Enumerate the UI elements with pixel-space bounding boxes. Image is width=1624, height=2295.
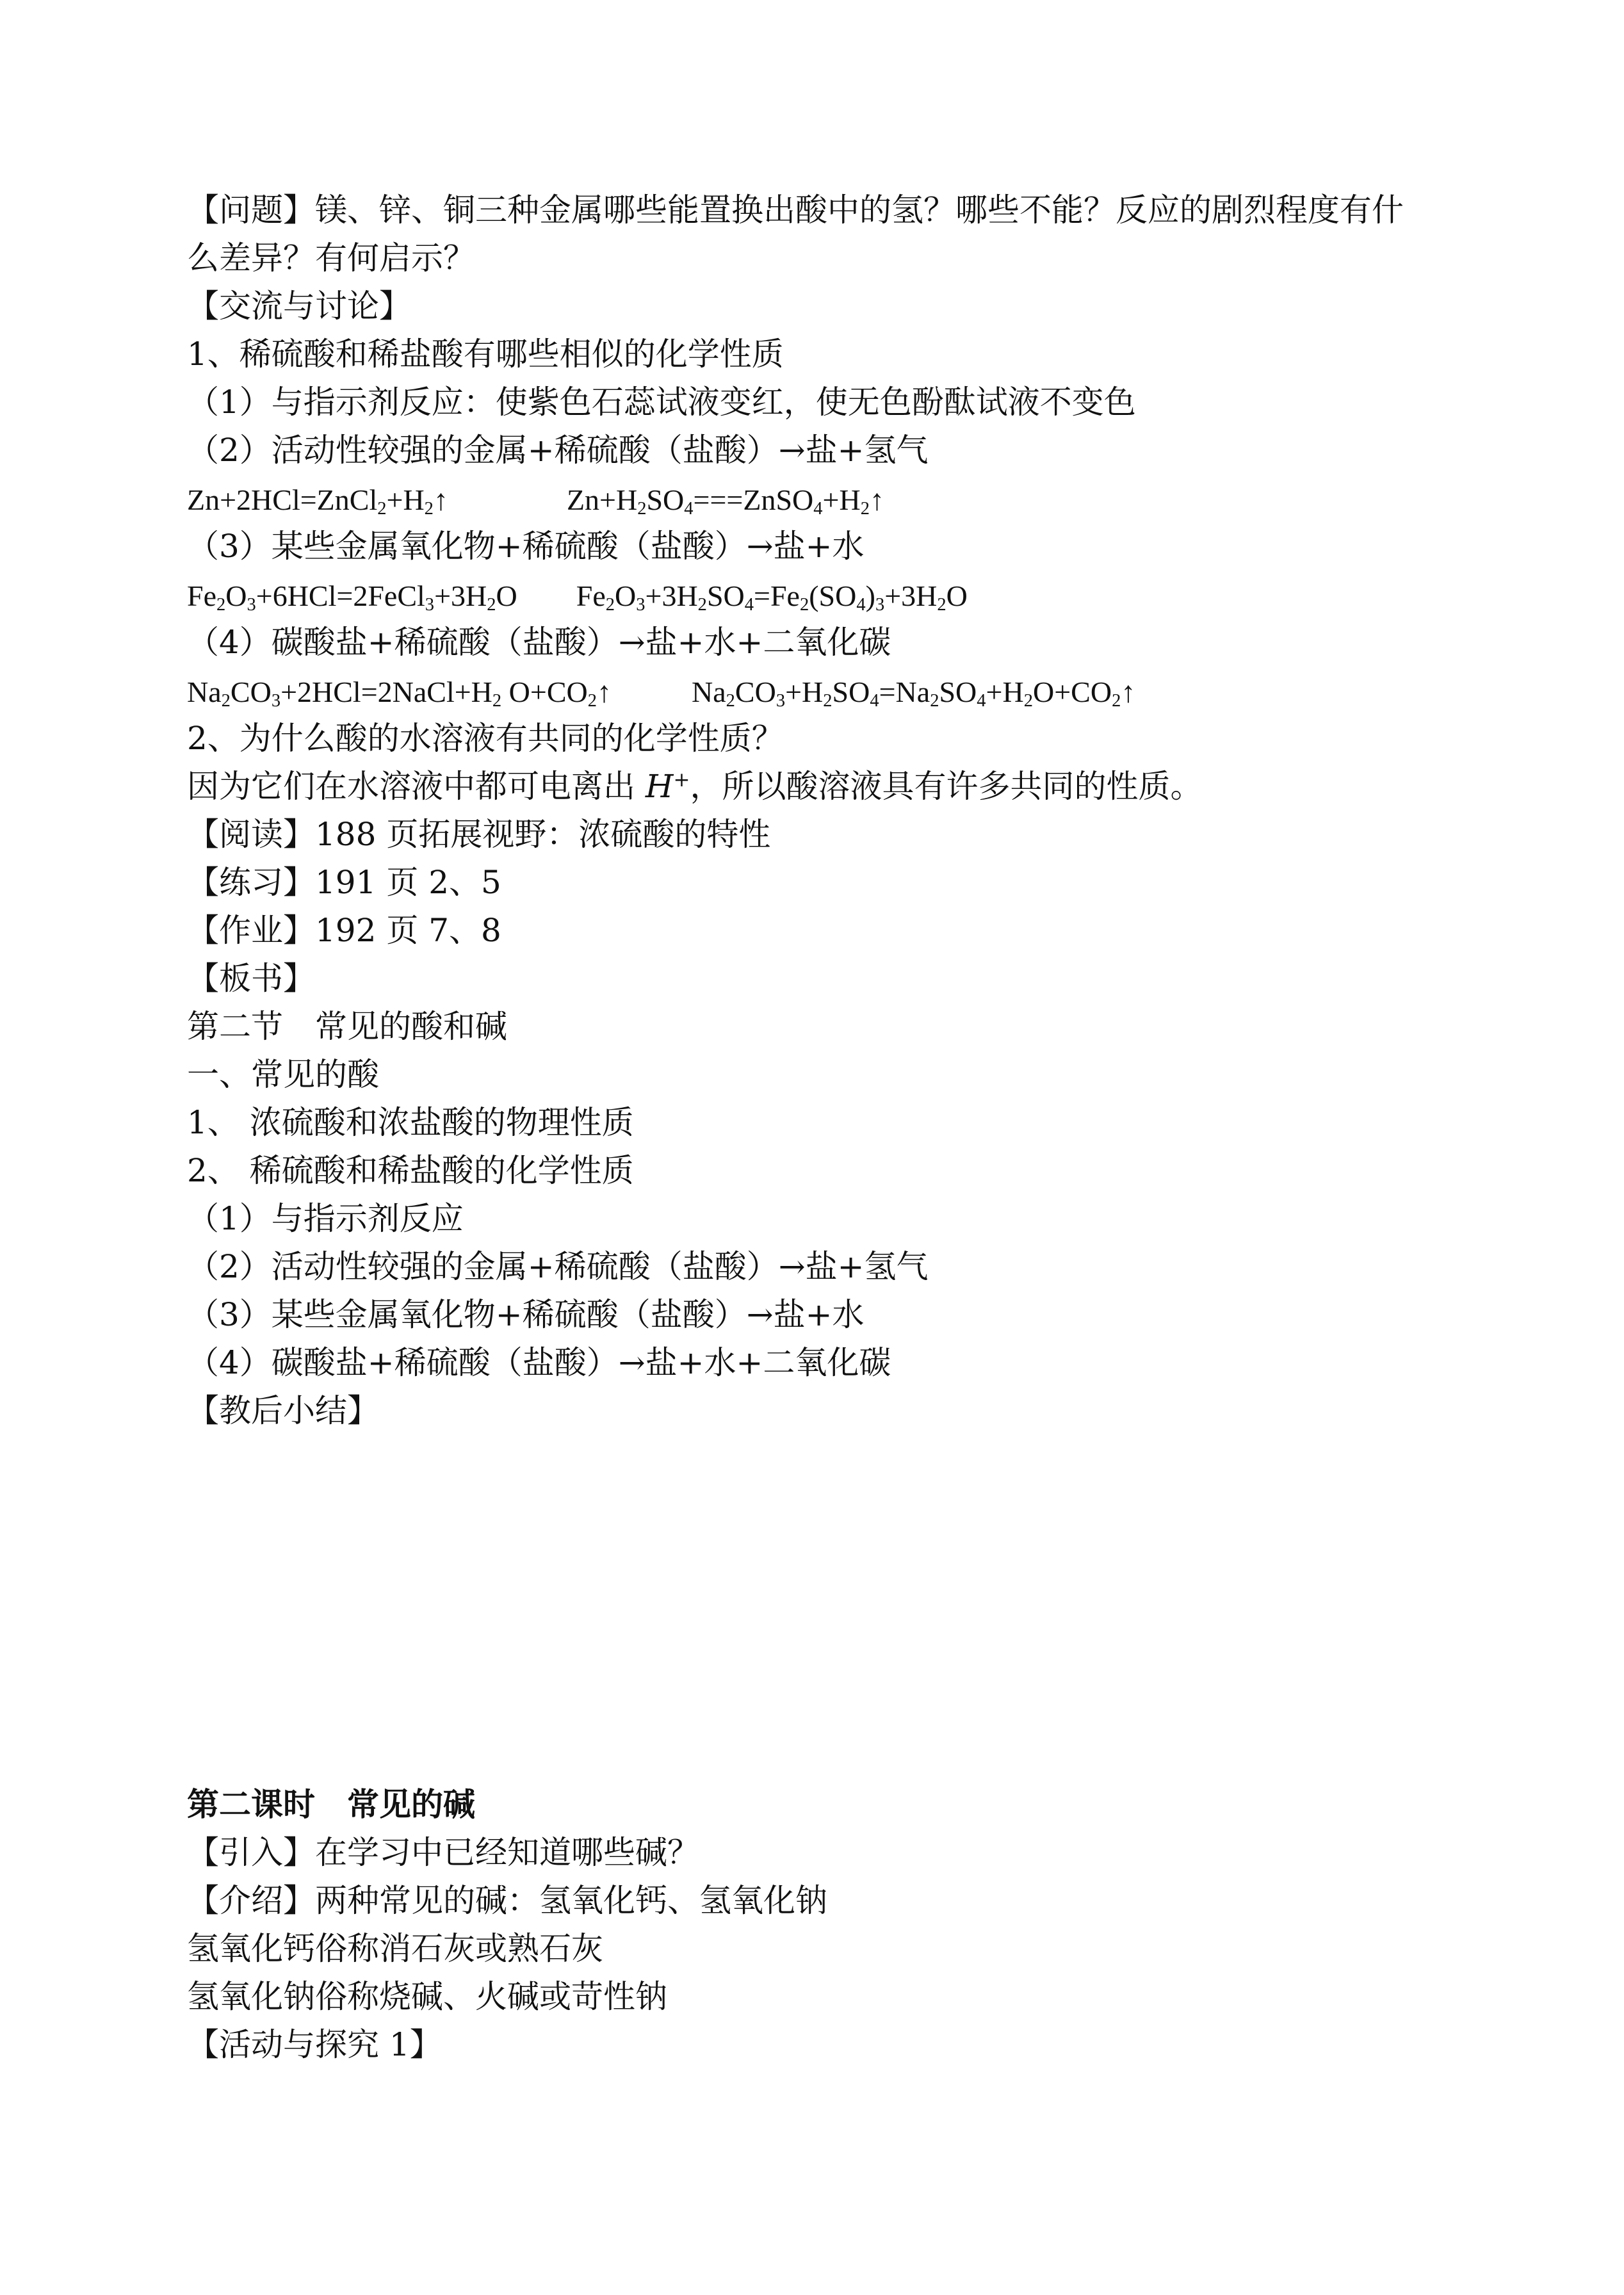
- introduce-bases-line: 【介绍】两种常见的碱：氢氧化钙、氢氧化钠: [187, 1882, 827, 1919]
- property-indicator: （1）与指示剂反应：使紫色石蕊试液变红，使无色酚酞试液不变色: [187, 384, 1136, 421]
- equation-fe2o3-hcl: $Fe_2O_3+6HCl=2FeCl_3+3H_2O$: [187, 580, 517, 615]
- activity-heading: 【活动与探究 1】: [187, 2026, 442, 2063]
- question-line-2: 么差异？有何启示？: [187, 239, 475, 277]
- outline-item-indicator: （1）与指示剂反应: [187, 1200, 464, 1237]
- post-class-summary-heading: 【教后小结】: [187, 1392, 379, 1429]
- equation-na2co3-h2so4: $Na_2CO_3+H_2SO_4=Na_2SO_4+H_2O+CO_2↑$: [692, 676, 1136, 711]
- hydrogen-ion: H+: [645, 768, 690, 805]
- equation-zn-hcl: $Zn+2HCl=ZnCl_2+H_2↑$: [187, 483, 448, 519]
- equation-line-metal: [187, 481, 884, 519]
- subsection-acids: 一、常见的酸: [187, 1056, 379, 1093]
- why-common-properties: 2、为什么酸的水溶液有共同的化学性质？: [187, 720, 784, 757]
- equation-zn-h2so4: $Zn+H_2SO_4===ZnSO_4+H_2↑$: [566, 483, 884, 519]
- equation-line-oxide: [187, 577, 968, 615]
- introduction-line: 【引入】在学习中已经知道哪些碱？: [187, 1834, 699, 1871]
- property-metal: （2）活动性较强的金属+稀硫酸（盐酸）→盐+氢气: [187, 432, 929, 469]
- calcium-hydroxide-names: 氢氧化钙俗称消石灰或熟石灰: [187, 1930, 603, 1967]
- question-line-1: 【问题】镁、锌、铜三种金属哪些能置换出酸中的氢？哪些不能？反应的剧烈程度有什: [187, 191, 1404, 229]
- homework-line: 【作业】192 页 7、8: [187, 912, 501, 949]
- similar-properties-heading: 1、稀硫酸和稀盐酸有哪些相似的化学性质: [187, 336, 784, 373]
- outline-item-metal: （2）活动性较强的金属+稀硫酸（盐酸）→盐+氢气: [187, 1248, 929, 1285]
- equation-na2co3-hcl: $Na_2CO_3+2HCl=2NaCl+H_2$ $O+CO_2↑$: [187, 676, 612, 711]
- blackboard-heading: 【板书】: [187, 960, 315, 997]
- equation-fe2o3-h2so4: $Fe_2O_3+3H_2SO_4=Fe_2(SO_4)_3+3H_2O$: [576, 580, 968, 615]
- property-carbonate: （4）碳酸盐+稀硫酸（盐酸）→盐+水+二氧化碳: [187, 624, 891, 661]
- outline-item-oxide: （3）某些金属氧化物+稀硫酸（盐酸）→盐+水: [187, 1296, 865, 1333]
- outline-chemical-properties: 2、 稀硫酸和稀盐酸的化学性质: [187, 1152, 634, 1189]
- hydrogen-ion-explanation: 因为它们在水溶液中都可电离出 H+，所以酸溶液具有许多共同的性质。: [187, 768, 1203, 805]
- reading-line: 【阅读】188 页拓展视野：浓硫酸的特性: [187, 816, 771, 853]
- outline-physical-properties: 1、 浓硫酸和浓盐酸的物理性质: [187, 1104, 634, 1141]
- outline-item-carbonate: （4）碳酸盐+稀硫酸（盐酸）→盐+水+二氧化碳: [187, 1344, 891, 1381]
- practice-line: 【练习】191 页 2、5: [187, 864, 501, 901]
- lesson-two-title: 第二课时 常见的碱: [187, 1785, 475, 1823]
- section-title: 第二节 常见的酸和碱: [187, 1008, 507, 1045]
- discussion-heading: 【交流与讨论】: [187, 288, 411, 325]
- equation-line-carbonate: [187, 673, 1135, 711]
- property-metal-oxide: （3）某些金属氧化物+稀硫酸（盐酸）→盐+水: [187, 528, 865, 565]
- sodium-hydroxide-names: 氢氧化钠俗称烧碱、火碱或苛性钠: [187, 1978, 667, 2015]
